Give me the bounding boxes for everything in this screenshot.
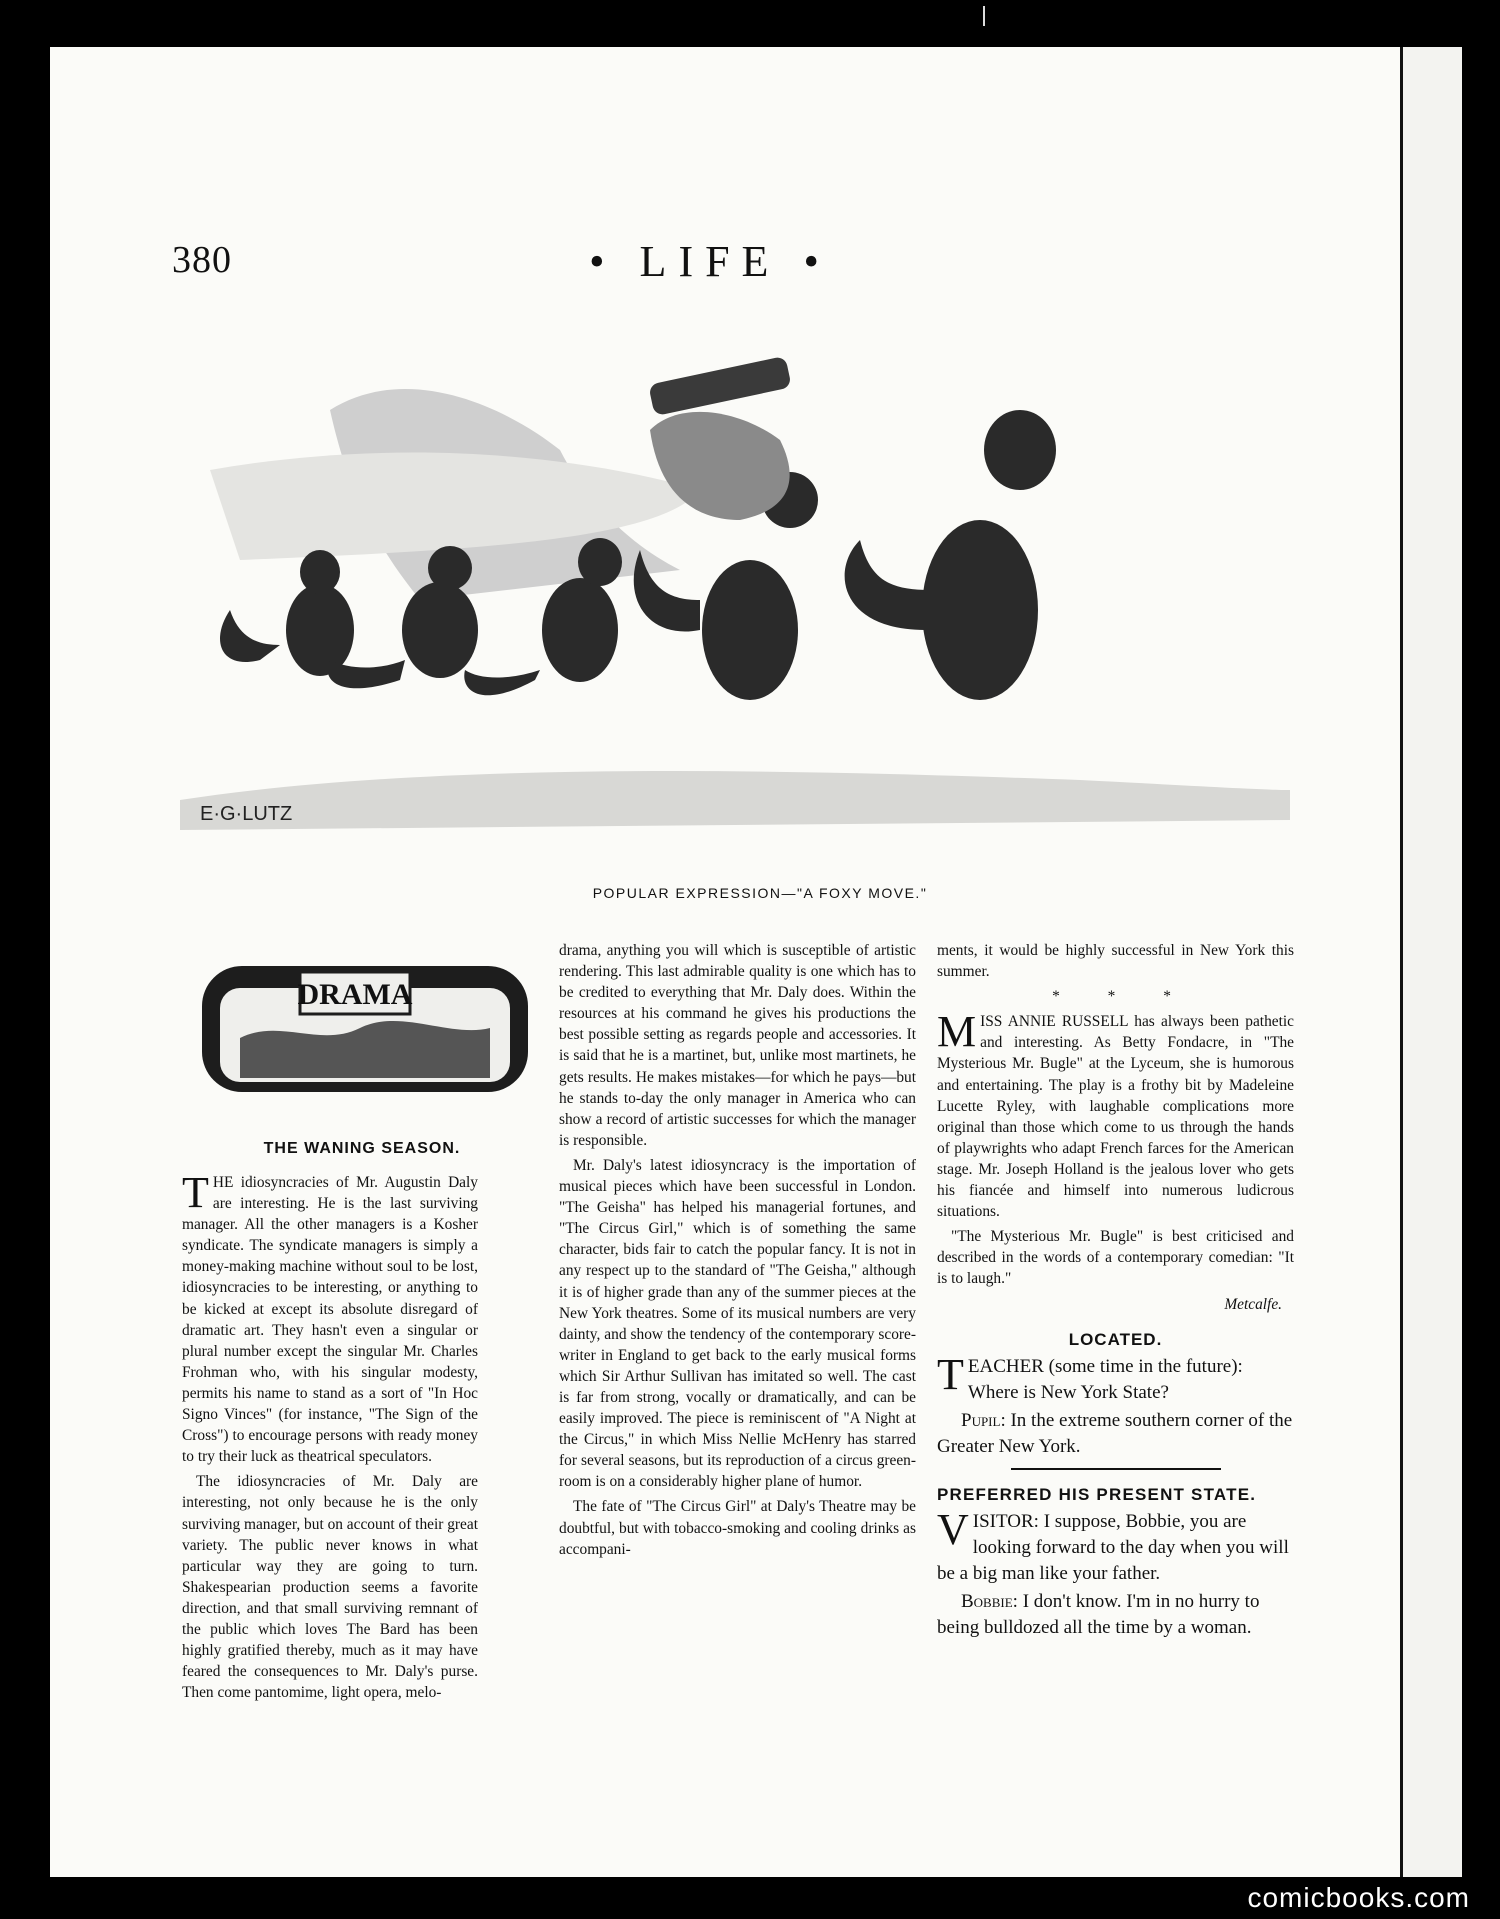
scan-border — [1462, 40, 1500, 1890]
divider-rule — [1011, 1468, 1221, 1470]
facing-page-edge — [1400, 47, 1465, 1877]
bobbie-line — [937, 1589, 1294, 1641]
paragraph: drama, anything you will which is susceptible of artistic rendering. This last admirable quality is one which has to be credited to everything that Mr. Daly does. Within the resources at his command he gives his productions the best possible setting as regards people and accessories. It is said that he is a martinet, but, unlike most martinets, he gets results. He makes mistakes—for which he pays—but he stands to-day the only manager in America who can show a record of artistic successes for which the manager is responsible. — [559, 942, 916, 1149]
paragraph: The idiosyncracies of Mr. Daly are interesting, not only because he is the only surviving manager, but on account of their great variety. The public never knows in what particular way they are going to turn. Shakespearian production seems a favorite direction, and that small surviving remnant of the public which loves The Bard has been highly gratified thereby, much as it may have feared the consequences to Mr. Daly's purse. Then come pantomime, light opera, melo- — [182, 1473, 478, 1702]
bobbie-label: Bobbie: — [961, 1590, 1018, 1612]
paragraph: ments, it would be highly successful in New York this summer. — [937, 942, 1294, 981]
bobbie-text: I don't know. I'm in no hurry to being bulldozed all the time by a woman. — [937, 1590, 1260, 1638]
drama-banner — [200, 958, 530, 1100]
located-joke — [937, 1349, 1294, 1460]
paragraph — [937, 1007, 1294, 1222]
scan-mark — [983, 6, 985, 26]
drop-cap: T — [182, 1168, 209, 1217]
preferred-title: PREFERRED HIS PRESENT STATE. — [937, 1484, 1257, 1504]
pupil-line — [937, 1408, 1294, 1460]
drop-cap: V — [937, 1504, 969, 1554]
article-title: THE WANING SEASON. — [263, 1140, 461, 1157]
drama-label: DRAMA — [297, 978, 413, 1011]
masthead-title: • LIFE • — [589, 237, 831, 286]
illustration-caption: POPULAR EXPRESSION—"A FOXY MOVE." — [592, 885, 928, 901]
foxes-illustration — [180, 300, 1300, 870]
visitor-text: ISITOR: I suppose, Bobbie, you are looking forward to the day when you will be a big man like your father. — [937, 1510, 1289, 1584]
visitor-line — [937, 1504, 1294, 1587]
paragraph-text: ISS ANNIE RUSSELL has always been pathetic and interesting. As Betty Fondacre, in "The Mysterious Mr. Bugle" at the Lyceum, she is humorous and entertaining. The play is a frothy bit by Madeleine Lucette Ryley, with laughable complications more original than those which come to us through the hands of playwrights who adapt French farces for the American stage. Mr. Joseph Holland is the jealous lover who gets his fiancée and himself into numerous ludicrous situations. — [937, 1013, 1294, 1221]
pupil-text: In the extreme southern corner of the Greater New York. — [937, 1409, 1293, 1457]
article-column-2 — [559, 940, 916, 1564]
author-signature: Metcalfe. — [1224, 1295, 1282, 1313]
artist-signature: E·G·LUTZ — [200, 803, 293, 825]
teacher-line — [937, 1349, 1294, 1406]
article-column-1 — [182, 1168, 478, 1707]
ground-shape — [180, 771, 1290, 830]
drop-cap: T — [937, 1349, 964, 1399]
site-watermark: comicbooks.com — [1247, 1882, 1470, 1913]
paragraph — [182, 1168, 478, 1467]
article-column-3 — [937, 940, 1294, 1643]
pupil-label: Pupil: — [961, 1409, 1006, 1431]
teacher-text: EACHER (some time in the future): Where is New York State? — [967, 1355, 1243, 1403]
paragraph: "The Mysterious Mr. Bugle" is best criticised and described in the words of a contemporary comedian: "It is to laugh." — [937, 1228, 1294, 1288]
paragraph: Mr. Daly's latest idiosyncracy is the importation of musical pieces which have been successful in London. "The Geisha" has helped his managerial fortunes, and "The Circus Girl," which is of something the same character, bids fair to catch the popular fancy. It is not in any respect up to the standard of "The Geisha," although it is of higher grade than any of the summer pieces at the New York theatres. Some of its musical numbers are very dainty, and show the tendency of the contemporary score-writer in England to get back to the early musical forms which Sir Arthur Sullivan has imitated so well. The cast is far from strong, vocally or dramatically, and can be easily improved. The piece is reminiscent of "A Night at the Circus," in which Miss Nellie McHenry has starred for several seasons, but its reproduction of a circus green-room is on a considerably higher plane of humor. — [559, 1156, 916, 1491]
paragraph-text: HE idiosyncracies of Mr. Augustin Daly are interesting. He is the last surviving manager. All the other managers is a Kosher syndicate. The syndicate managers is simply a money-making machine without soul to be lost, idiosyncracies to be interesting, or anything to be kicked at except its absolute disregard of dramatic art. They hasn't even a singular or plural number except the singular Mr. Charles Frohman who, with his singular modesty, permits his name to stand as a sort of "In Hoc Signo Vinces" (for instance, "The Sign of the Cross") to encourage persons with ready money to try their luck as theatrical speculators. — [182, 1174, 478, 1466]
preferred-joke — [937, 1504, 1294, 1641]
located-title: LOCATED. — [1068, 1329, 1163, 1349]
telescope-shape — [648, 356, 792, 416]
section-separator: * * * — [1052, 988, 1193, 1006]
drop-cap: M — [937, 1007, 977, 1057]
page-number: 380 — [172, 239, 232, 281]
paragraph: The fate of "The Circus Girl" at Daly's Theatre may be doubtful, but with tobacco-smoking and cooling drinks as accompani- — [559, 1498, 916, 1558]
